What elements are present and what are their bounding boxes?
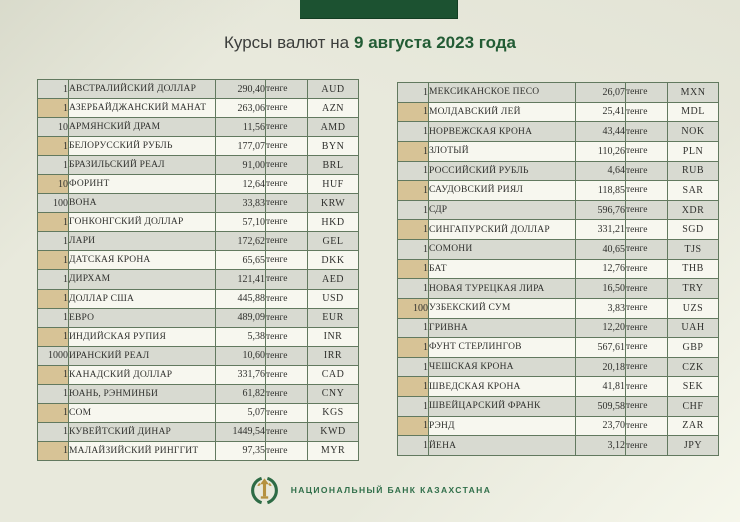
rate-value: 25,41 bbox=[576, 102, 626, 122]
top-green-banner bbox=[300, 0, 458, 19]
currency-table-right bbox=[397, 82, 719, 456]
unit-label: тенге bbox=[626, 279, 668, 299]
qty-cell: 1 bbox=[38, 270, 69, 289]
qty-cell: 1 bbox=[398, 416, 429, 436]
currency-name: РОССИЙСКИЙ РУБЛЬ bbox=[429, 161, 576, 181]
currency-code: TJS bbox=[668, 240, 719, 260]
currency-code: CAD bbox=[308, 365, 359, 384]
unit-label: тенге bbox=[626, 102, 668, 122]
currency-row-EUR bbox=[38, 308, 359, 327]
rate-value: 41,81 bbox=[576, 377, 626, 397]
qty-cell: 1 bbox=[398, 436, 429, 456]
qty-cell: 1 bbox=[398, 200, 429, 220]
qty-cell: 1 bbox=[398, 397, 429, 417]
currency-row-CNY bbox=[38, 384, 359, 403]
qty-cell: 1 bbox=[38, 232, 69, 251]
qty-cell: 1 bbox=[398, 122, 429, 142]
currency-name: ЧЕШСКАЯ КРОНА bbox=[429, 357, 576, 377]
unit-label: тенге bbox=[626, 338, 668, 358]
footer bbox=[0, 472, 740, 508]
rate-value: 509,58 bbox=[576, 397, 626, 417]
currency-code: UAH bbox=[668, 318, 719, 338]
qty-cell: 1000 bbox=[38, 346, 69, 365]
currency-name: АРМЯНСКИЙ ДРАМ bbox=[69, 118, 216, 137]
currency-name: СДР bbox=[429, 200, 576, 220]
unit-label: тенге bbox=[266, 194, 308, 213]
rate-value: 12,20 bbox=[576, 318, 626, 338]
unit-label: тенге bbox=[626, 220, 668, 240]
currency-row-MXN bbox=[398, 83, 719, 103]
currency-row-AED bbox=[38, 270, 359, 289]
currency-row-SGD bbox=[398, 220, 719, 240]
currency-code: ZAR bbox=[668, 416, 719, 436]
qty-cell: 1 bbox=[38, 327, 69, 346]
currency-name: ЕВРО bbox=[69, 308, 216, 327]
currency-name: УЗБЕКСКИЙ СУМ bbox=[429, 298, 576, 318]
currency-row-KWD bbox=[38, 422, 359, 441]
rate-value: 23,70 bbox=[576, 416, 626, 436]
unit-label: тенге bbox=[626, 181, 668, 201]
currency-code: GBP bbox=[668, 338, 719, 358]
currency-name: АЗЕРБАЙДЖАНСКИЙ МАНАТ bbox=[69, 99, 216, 118]
currency-name: ВОНА bbox=[69, 194, 216, 213]
rate-value: 3,12 bbox=[576, 436, 626, 456]
rate-value: 172,62 bbox=[216, 232, 266, 251]
unit-label: тенге bbox=[266, 346, 308, 365]
rate-value: 1449,54 bbox=[216, 422, 266, 441]
currency-code: TRY bbox=[668, 279, 719, 299]
qty-cell: 1 bbox=[38, 251, 69, 270]
unit-label: тенге bbox=[266, 99, 308, 118]
currency-row-INR bbox=[38, 327, 359, 346]
qty-cell: 10 bbox=[38, 118, 69, 137]
rate-value: 10,60 bbox=[216, 346, 266, 365]
rate-value: 57,10 bbox=[216, 213, 266, 232]
bank-name-label: НАЦИОНАЛЬНЫЙ БАНК КАЗАХСТАНА bbox=[290, 485, 492, 495]
currency-row-UAH bbox=[398, 318, 719, 338]
currency-code: JPY bbox=[668, 436, 719, 456]
rate-value: 12,76 bbox=[576, 259, 626, 279]
currency-code: KGS bbox=[308, 403, 359, 422]
unit-label: тенге bbox=[626, 377, 668, 397]
currency-row-UZS bbox=[398, 298, 719, 318]
currency-name: МАЛАЙЗИЙСКИЙ РИНГГИТ bbox=[69, 441, 216, 460]
rate-value: 177,07 bbox=[216, 137, 266, 156]
currency-code: AMD bbox=[308, 118, 359, 137]
unit-label: тенге bbox=[266, 213, 308, 232]
qty-cell: 1 bbox=[38, 80, 69, 99]
currency-code: NOK bbox=[668, 122, 719, 142]
currency-code: SGD bbox=[668, 220, 719, 240]
currency-code: CZK bbox=[668, 357, 719, 377]
currency-code: AED bbox=[308, 270, 359, 289]
currency-code: KWD bbox=[308, 422, 359, 441]
currency-row-CAD bbox=[38, 365, 359, 384]
rate-value: 33,83 bbox=[216, 194, 266, 213]
currency-row-AMD bbox=[38, 118, 359, 137]
currency-row-TJS bbox=[398, 240, 719, 260]
unit-label: тенге bbox=[626, 161, 668, 181]
currency-code: CHF bbox=[668, 397, 719, 417]
qty-cell: 1 bbox=[398, 279, 429, 299]
rate-value: 445,88 bbox=[216, 289, 266, 308]
rate-value: 5,38 bbox=[216, 327, 266, 346]
rate-value: 91,00 bbox=[216, 156, 266, 175]
currency-name: ГОНКОНГСКИЙ ДОЛЛАР bbox=[69, 213, 216, 232]
currency-code: CNY bbox=[308, 384, 359, 403]
unit-label: тенге bbox=[626, 416, 668, 436]
currency-row-TRY bbox=[398, 279, 719, 299]
qty-cell: 1 bbox=[38, 422, 69, 441]
currency-row-GEL bbox=[38, 232, 359, 251]
currency-code: HKD bbox=[308, 213, 359, 232]
currency-name: СИНГАПУРСКИЙ ДОЛЛАР bbox=[429, 220, 576, 240]
currency-name: АВСТРАЛИЙСКИЙ ДОЛЛАР bbox=[69, 80, 216, 99]
currency-code: MDL bbox=[668, 102, 719, 122]
qty-cell: 1 bbox=[398, 83, 429, 103]
rate-value: 4,64 bbox=[576, 161, 626, 181]
unit-label: тенге bbox=[626, 259, 668, 279]
unit-label: тенге bbox=[626, 141, 668, 161]
unit-label: тенге bbox=[266, 422, 308, 441]
currency-row-HUF bbox=[38, 175, 359, 194]
currency-row-USD bbox=[38, 289, 359, 308]
currency-row-DKK bbox=[38, 251, 359, 270]
qty-cell: 1 bbox=[398, 318, 429, 338]
currency-row-CZK bbox=[398, 357, 719, 377]
currency-row-KRW bbox=[38, 194, 359, 213]
unit-label: тенге bbox=[266, 175, 308, 194]
currency-row-KGS bbox=[38, 403, 359, 422]
currency-name: БРАЗИЛЬСКИЙ РЕАЛ bbox=[69, 156, 216, 175]
qty-cell: 1 bbox=[38, 308, 69, 327]
currency-name: ШВЕДСКАЯ КРОНА bbox=[429, 377, 576, 397]
currency-name: САУДОВСКИЙ РИЯЛ bbox=[429, 181, 576, 201]
currency-name: ИНДИЙСКАЯ РУПИЯ bbox=[69, 327, 216, 346]
qty-cell: 1 bbox=[398, 377, 429, 397]
rate-value: 331,76 bbox=[216, 365, 266, 384]
currency-name: ЛАРИ bbox=[69, 232, 216, 251]
currency-code: PLN bbox=[668, 141, 719, 161]
qty-cell: 1 bbox=[398, 161, 429, 181]
currency-code: IRR bbox=[308, 346, 359, 365]
currency-code: AZN bbox=[308, 99, 359, 118]
unit-label: тенге bbox=[626, 240, 668, 260]
currency-row-PLN bbox=[398, 141, 719, 161]
rate-value: 567,61 bbox=[576, 338, 626, 358]
unit-label: тенге bbox=[626, 318, 668, 338]
currency-code: INR bbox=[308, 327, 359, 346]
unit-label: тенге bbox=[626, 83, 668, 103]
qty-cell: 1 bbox=[398, 338, 429, 358]
currency-name: РЭНД bbox=[429, 416, 576, 436]
currency-row-MDL bbox=[398, 102, 719, 122]
unit-label: тенге bbox=[266, 441, 308, 460]
qty-cell: 1 bbox=[398, 259, 429, 279]
currency-row-GBP bbox=[398, 338, 719, 358]
currency-row-IRR bbox=[38, 346, 359, 365]
unit-label: тенге bbox=[266, 251, 308, 270]
rate-value: 489,09 bbox=[216, 308, 266, 327]
rate-value: 331,21 bbox=[576, 220, 626, 240]
currency-row-THB bbox=[398, 259, 719, 279]
currency-name: ЮАНЬ, РЭНМИНБИ bbox=[69, 384, 216, 403]
qty-cell: 1 bbox=[398, 240, 429, 260]
currency-name: СОМ bbox=[69, 403, 216, 422]
unit-label: тенге bbox=[626, 122, 668, 142]
currency-row-BRL bbox=[38, 156, 359, 175]
rate-value: 5,07 bbox=[216, 403, 266, 422]
qty-cell: 1 bbox=[38, 213, 69, 232]
page-title bbox=[0, 32, 740, 54]
unit-label: тенге bbox=[266, 308, 308, 327]
unit-label: тенге bbox=[626, 397, 668, 417]
unit-label: тенге bbox=[266, 289, 308, 308]
currency-row-SEK bbox=[398, 377, 719, 397]
rate-value: 20,18 bbox=[576, 357, 626, 377]
currency-row-CHF bbox=[398, 397, 719, 417]
currency-name: ФОРИНТ bbox=[69, 175, 216, 194]
page-title-prefix: Курсы валют на bbox=[223, 33, 350, 52]
qty-cell: 10 bbox=[38, 175, 69, 194]
unit-label: тенге bbox=[266, 365, 308, 384]
rate-value: 61,82 bbox=[216, 384, 266, 403]
currency-name: ШВЕЙЦАРСКИЙ ФРАНК bbox=[429, 397, 576, 417]
page-title-date: 9 августа 2023 года bbox=[354, 33, 517, 52]
qty-cell: 1 bbox=[38, 289, 69, 308]
qty-cell: 100 bbox=[398, 298, 429, 318]
qty-cell: 1 bbox=[38, 137, 69, 156]
currency-row-BYN bbox=[38, 137, 359, 156]
currency-name: ДИРХАМ bbox=[69, 270, 216, 289]
rate-value: 118,85 bbox=[576, 181, 626, 201]
currency-name: СОМОНИ bbox=[429, 240, 576, 260]
currency-row-AZN bbox=[38, 99, 359, 118]
qty-cell: 1 bbox=[38, 384, 69, 403]
qty-cell: 1 bbox=[398, 220, 429, 240]
qty-cell: 1 bbox=[398, 141, 429, 161]
unit-label: тенге bbox=[626, 436, 668, 456]
unit-label: тенге bbox=[266, 232, 308, 251]
currency-name: КУВЕЙТСКИЙ ДИНАР bbox=[69, 422, 216, 441]
currency-code: AUD bbox=[308, 80, 359, 99]
national-bank-logo-icon bbox=[249, 475, 280, 506]
unit-label: тенге bbox=[266, 270, 308, 289]
rate-value: 16,50 bbox=[576, 279, 626, 299]
currency-code: THB bbox=[668, 259, 719, 279]
currency-code: BRL bbox=[308, 156, 359, 175]
qty-cell: 1 bbox=[398, 181, 429, 201]
unit-label: тенге bbox=[626, 357, 668, 377]
currency-row-ZAR bbox=[398, 416, 719, 436]
currency-code: SEK bbox=[668, 377, 719, 397]
currency-code: MYR bbox=[308, 441, 359, 460]
qty-cell: 1 bbox=[38, 441, 69, 460]
qty-cell: 1 bbox=[38, 156, 69, 175]
currency-code: KRW bbox=[308, 194, 359, 213]
unit-label: тенге bbox=[266, 137, 308, 156]
currency-row-JPY bbox=[398, 436, 719, 456]
unit-label: тенге bbox=[266, 80, 308, 99]
rate-value: 65,65 bbox=[216, 251, 266, 270]
currency-table-left bbox=[37, 79, 359, 461]
currency-name: ЙЕНА bbox=[429, 436, 576, 456]
rate-value: 26,07 bbox=[576, 83, 626, 103]
currency-name: ИРАНСКИЙ РЕАЛ bbox=[69, 346, 216, 365]
currency-name: ДОЛЛАР США bbox=[69, 289, 216, 308]
currency-name: ФУНТ СТЕРЛИНГОВ bbox=[429, 338, 576, 358]
currency-row-HKD bbox=[38, 213, 359, 232]
currency-name: ЗЛОТЫЙ bbox=[429, 141, 576, 161]
unit-label: тенге bbox=[266, 327, 308, 346]
currency-code: GEL bbox=[308, 232, 359, 251]
qty-cell: 1 bbox=[398, 357, 429, 377]
currency-name: БАТ bbox=[429, 259, 576, 279]
rate-value: 596,76 bbox=[576, 200, 626, 220]
currency-code: RUB bbox=[668, 161, 719, 181]
rate-value: 11,56 bbox=[216, 118, 266, 137]
unit-label: тенге bbox=[266, 403, 308, 422]
currency-code: UZS bbox=[668, 298, 719, 318]
unit-label: тенге bbox=[626, 200, 668, 220]
rate-value: 290,40 bbox=[216, 80, 266, 99]
currency-name: МЕКСИКАНСКОЕ ПЕСО bbox=[429, 83, 576, 103]
currency-row-MYR bbox=[38, 441, 359, 460]
currency-name: МОЛДАВСКИЙ ЛЕЙ bbox=[429, 102, 576, 122]
currency-row-AUD bbox=[38, 80, 359, 99]
rate-value: 40,65 bbox=[576, 240, 626, 260]
currency-row-SAR bbox=[398, 181, 719, 201]
unit-label: тенге bbox=[266, 384, 308, 403]
qty-cell: 1 bbox=[38, 99, 69, 118]
rate-value: 12,64 bbox=[216, 175, 266, 194]
rate-value: 97,35 bbox=[216, 441, 266, 460]
unit-label: тенге bbox=[266, 118, 308, 137]
currency-code: SAR bbox=[668, 181, 719, 201]
currency-code: USD bbox=[308, 289, 359, 308]
currency-code: DKK bbox=[308, 251, 359, 270]
rate-value: 43,44 bbox=[576, 122, 626, 142]
currency-row-XDR bbox=[398, 200, 719, 220]
currency-code: EUR bbox=[308, 308, 359, 327]
unit-label: тенге bbox=[626, 298, 668, 318]
currency-code: XDR bbox=[668, 200, 719, 220]
qty-cell: 100 bbox=[38, 194, 69, 213]
currency-name: НОВАЯ ТУРЕЦКАЯ ЛИРА bbox=[429, 279, 576, 299]
rate-value: 110,26 bbox=[576, 141, 626, 161]
qty-cell: 1 bbox=[398, 102, 429, 122]
unit-label: тенге bbox=[266, 156, 308, 175]
currency-name: КАНАДСКИЙ ДОЛЛАР bbox=[69, 365, 216, 384]
currency-code: BYN bbox=[308, 137, 359, 156]
currency-code: MXN bbox=[668, 83, 719, 103]
currency-name: ГРИВНА bbox=[429, 318, 576, 338]
currency-name: НОРВЕЖСКАЯ КРОНА bbox=[429, 122, 576, 142]
rate-value: 121,41 bbox=[216, 270, 266, 289]
qty-cell: 1 bbox=[38, 365, 69, 384]
currency-code: HUF bbox=[308, 175, 359, 194]
currency-row-RUB bbox=[398, 161, 719, 181]
rate-value: 3,83 bbox=[576, 298, 626, 318]
qty-cell: 1 bbox=[38, 403, 69, 422]
currency-name: ДАТСКАЯ КРОНА bbox=[69, 251, 216, 270]
currency-name: БЕЛОРУССКИЙ РУБЛЬ bbox=[69, 137, 216, 156]
rate-value: 263,06 bbox=[216, 99, 266, 118]
currency-row-NOK bbox=[398, 122, 719, 142]
